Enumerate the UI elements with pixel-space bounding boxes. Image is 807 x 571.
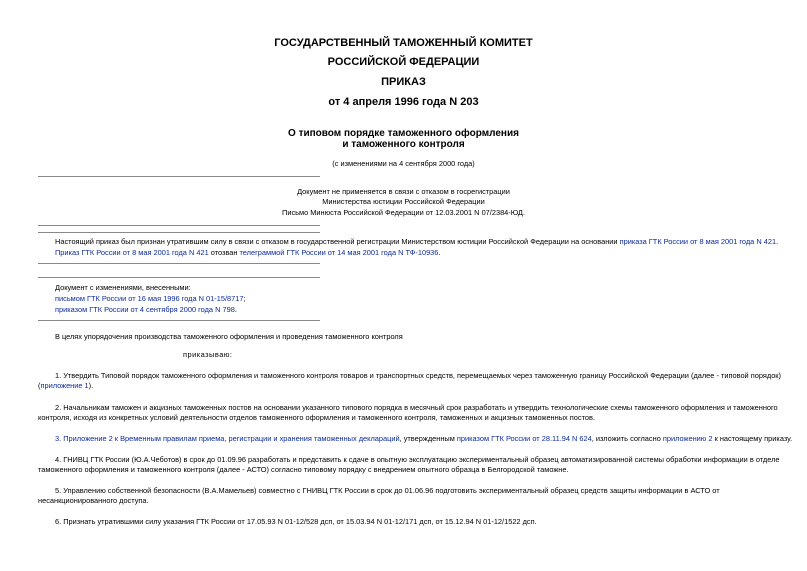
divider xyxy=(38,320,320,321)
punct: ). xyxy=(88,381,94,390)
org-name-line1: ГОСУДАРСТВЕННЫЙ ТАМОЖЕННЫЙ КОМИТЕТ xyxy=(274,37,533,49)
punct: . xyxy=(234,305,237,314)
order-word: приказываю: xyxy=(183,350,233,359)
doc-title-line2: и таможенного контроля xyxy=(342,139,465,150)
intro-text: В целях упорядочения производства таможенного оформления и проведения таможенного контроля xyxy=(55,332,403,341)
telegram-link[interactable]: телеграммой ГТК России от 14 мая 2001 года N ТФ-10936 xyxy=(239,248,439,257)
divider xyxy=(38,225,320,226)
notice-line1: Документ не применяется в связи с отказом в госрегистрации xyxy=(297,187,510,196)
changes-item2 xyxy=(55,305,237,315)
repeal-text: отозван xyxy=(208,248,240,257)
punct: . xyxy=(438,248,441,257)
doc-type: ПРИКАЗ xyxy=(381,76,426,88)
punct: . xyxy=(776,237,779,246)
appendix-2-rules-link[interactable]: Приложение 2 к Временным правилам приема, регистрации и хранения таможенных деклараций xyxy=(63,434,400,443)
changes-item1 xyxy=(55,294,246,304)
paragraph-2-line2: контроля, исходя из конкретных условий деятельности отделов таможенного оформления и таможенного контроля, таможенных и акцизных таможенных постов. xyxy=(38,413,595,422)
paragraph-5-line2: несанкционированного доступа. xyxy=(38,496,149,505)
paragraph-2-line1: 2. Начальникам таможен и акцизных таможенных постов на основании указанного типового порядка в месячный срок разработать и утвердить технологические схемы таможенного оформления и таможенного xyxy=(55,403,778,412)
org-name-line2: РОССИЙСКОЙ ФЕДЕРАЦИИ xyxy=(327,56,480,68)
letter-8717-link[interactable]: письмом ГТК России от 16 мая 1996 года N 01-15/8717 xyxy=(55,294,244,303)
repeal-notice-line2 xyxy=(55,248,440,258)
appendix-1-link[interactable]: приложение 1 xyxy=(40,381,89,390)
paragraph-4-line2: таможенного оформления и таможенного контроля (далее - АСТО) согласно типовому порядку с внедрением опытного образца в Белгородской таможне. xyxy=(38,465,569,474)
divider xyxy=(38,263,320,264)
notice-line2: Министерства юстиции Российской Федерации xyxy=(322,197,485,206)
paragraph-1-line2 xyxy=(38,381,93,391)
doc-date-number: от 4 апреля 1996 года N 203 xyxy=(328,96,479,108)
paragraph-4-line1: 4. ГНИВЦ ГТК России (Ю.А.Чеботов) в срок до 01.09.96 разработать и представить к сдаче в опытную эксплуатацию экспериментальный образец автоматизированной системы обработки информации в отделе xyxy=(55,455,780,464)
divider xyxy=(38,277,320,278)
repeal-notice-line1 xyxy=(55,237,778,247)
divider xyxy=(38,176,320,177)
amendment-note: (с изменениями на 4 сентября 2000 года) xyxy=(332,159,475,168)
paragraph-1-line1: 1. Утвердить Типовой порядок таможенного оформления и таможенного контроля товаров и транспортных средств, перемещаемых через таможенную границу Российской Федерации (далее - типовой порядок) xyxy=(55,371,781,380)
notice-line3: Письмо Минюста Российской Федерации от 12.03.2001 N 07/2384-ЮД. xyxy=(282,208,525,217)
paragraph-text: к настоящему приказу. xyxy=(712,434,793,443)
changes-heading: Документ с изменениями, внесенными: xyxy=(55,283,191,292)
order-624-link[interactable]: приказом ГТК России от 28.11.94 N 624 xyxy=(456,434,592,443)
paragraph-text: , утвержденным xyxy=(399,434,457,443)
divider xyxy=(38,232,320,233)
order-798-link[interactable]: приказом ГТК России от 4 сентября 2000 года N 798 xyxy=(55,305,235,314)
punct: ; xyxy=(243,294,246,303)
order-421-link[interactable]: Приказ ГТК России от 8 мая 2001 года N 421 xyxy=(55,248,209,257)
appendix-2-link[interactable]: приложению 2 xyxy=(662,434,713,443)
paragraph-5-line1: 5. Управлению собственной безопасности (В.А.Мамельев) совместно с ГНИВЦ ГТК России в срок до 01.06.96 подготовить экспериментальный образец средств защиты информации в АСТО от xyxy=(55,486,720,495)
punct: ( xyxy=(38,381,41,390)
paragraph-number: 3. xyxy=(55,434,64,443)
paragraph-text: , изложить согласно xyxy=(591,434,663,443)
order-421-link[interactable]: приказа ГТК России от 8 мая 2001 года N 421 xyxy=(619,237,777,246)
doc-title-line1: О типовом порядке таможенного оформления xyxy=(288,128,519,139)
repeal-text: Настоящий приказ был признан утратившим силу в связи с отказом в государственной регистрации Министерством юстиции Российской Федерации на основании xyxy=(55,237,620,246)
paragraph-3 xyxy=(55,434,792,444)
paragraph-6: 6. Признать утратившими силу указания ГТК России от 17.05.93 N 01-12/528 дсп, от 15.03.94 N 01-12/171 дсп, от 15.12.94 N 01-12/1522 дсп. xyxy=(55,517,537,526)
